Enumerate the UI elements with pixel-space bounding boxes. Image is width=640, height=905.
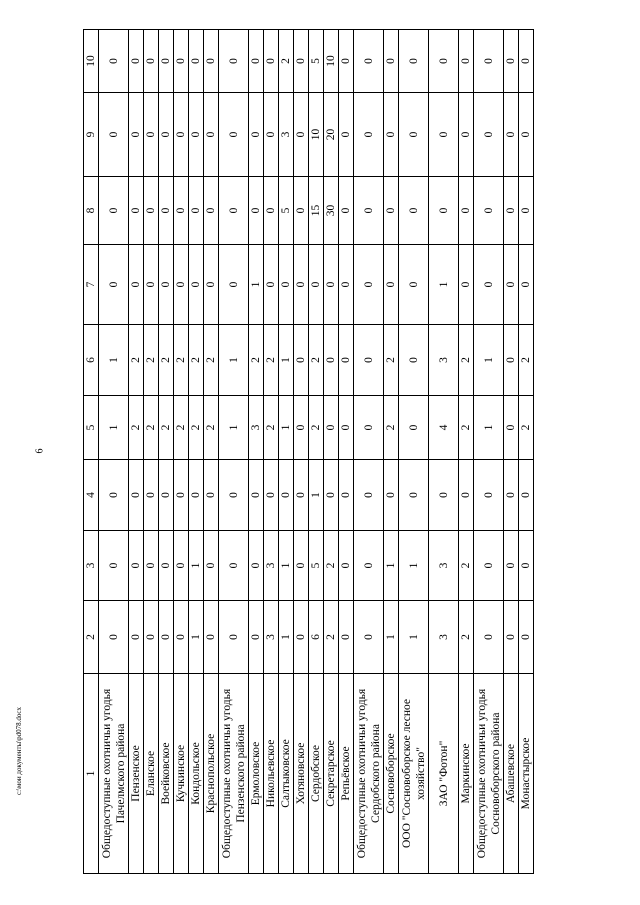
value-cell: 10 [324,30,339,93]
value-cell: 0 [249,531,264,601]
row-name-cell: Салтыковское [279,674,294,874]
value-cell: 0 [294,601,309,674]
value-cell: 0 [294,325,309,396]
value-cell: 2 [264,325,279,396]
value-cell: 1 [219,396,249,460]
value-cell: 2 [324,601,339,674]
value-cell: 0 [129,245,144,325]
value-cell: 0 [324,245,339,325]
value-cell: 30 [324,177,339,245]
column-header: 6 [84,325,99,396]
value-cell: 2 [129,325,144,396]
value-cell: 0 [294,460,309,531]
table-body [84,30,534,874]
table-row [324,30,339,874]
value-cell: 0 [144,177,159,245]
value-cell: 0 [399,245,429,325]
value-cell: 0 [264,245,279,325]
value-cell: 0 [159,601,174,674]
value-cell: 0 [384,177,399,245]
value-cell: 0 [264,30,279,93]
value-cell: 4 [429,396,459,460]
value-cell: 0 [204,93,219,177]
column-header: 10 [84,30,99,93]
value-cell: 2 [279,30,294,93]
value-cell: 0 [159,177,174,245]
value-cell: 0 [474,460,504,531]
value-cell: 2 [144,325,159,396]
value-cell: 0 [294,396,309,460]
value-cell: 0 [129,177,144,245]
row-name-cell: Краснопольское [204,674,219,874]
value-cell: 2 [459,325,474,396]
table-row [219,30,249,874]
value-cell: 5 [309,30,324,93]
value-cell: 0 [219,177,249,245]
row-name-cell: Ермоловское [249,674,264,874]
column-header: 5 [84,396,99,460]
value-cell: 2 [129,396,144,460]
table-row [129,30,144,874]
value-cell: 0 [159,531,174,601]
table-row [339,30,354,874]
value-cell: 0 [309,245,324,325]
row-name-cell: Абашевское [504,674,519,874]
row-name-cell: Кондольское [189,674,204,874]
value-cell: 1 [279,325,294,396]
column-header: 1 [84,674,99,874]
value-cell: 0 [339,30,354,93]
value-cell: 0 [519,30,534,93]
value-cell: 0 [459,245,474,325]
value-cell: 0 [459,460,474,531]
value-cell: 1 [99,396,129,460]
value-cell: 0 [294,30,309,93]
value-cell: 0 [204,245,219,325]
row-name-cell: Общедоступные охотничьи угодья Сердобского района [354,674,384,874]
value-cell: 0 [264,93,279,177]
value-cell: 0 [354,396,384,460]
value-cell: 1 [189,601,204,674]
value-cell: 0 [384,30,399,93]
table-row [504,30,519,874]
value-cell: 0 [219,93,249,177]
value-cell: 0 [99,531,129,601]
value-cell: 0 [189,460,204,531]
value-cell: 0 [204,460,219,531]
value-cell: 0 [219,30,249,93]
value-cell: 1 [219,325,249,396]
value-cell: 3 [429,531,459,601]
value-cell: 0 [504,531,519,601]
value-cell: 2 [144,396,159,460]
value-cell: 0 [294,245,309,325]
value-cell: 3 [249,396,264,460]
table-row [459,30,474,874]
value-cell: 0 [159,245,174,325]
value-cell: 2 [159,396,174,460]
value-cell: 1 [99,325,129,396]
value-cell: 2 [519,396,534,460]
value-cell: 1 [309,460,324,531]
value-cell: 0 [519,245,534,325]
value-cell: 0 [339,601,354,674]
value-cell: 0 [294,93,309,177]
value-cell: 0 [159,30,174,93]
value-cell: 0 [174,177,189,245]
hunting-grounds-table-container [83,30,613,874]
table-row [174,30,189,874]
value-cell: 0 [504,177,519,245]
value-cell: 0 [294,531,309,601]
value-cell: 0 [324,325,339,396]
row-name-cell: Секретарское [324,674,339,874]
value-cell: 0 [399,93,429,177]
value-cell: 0 [459,93,474,177]
value-cell: 0 [219,245,249,325]
value-cell: 0 [354,93,384,177]
value-cell: 0 [99,245,129,325]
value-cell: 0 [339,245,354,325]
value-cell: 0 [249,30,264,93]
value-cell: 0 [249,177,264,245]
value-cell: 0 [399,460,429,531]
row-name-cell: Воейковское [159,674,174,874]
table-row [354,30,384,874]
value-cell: 0 [144,531,159,601]
value-cell: 2 [459,531,474,601]
value-cell: 0 [129,531,144,601]
table-row [264,30,279,874]
value-cell: 0 [459,177,474,245]
value-cell: 0 [519,601,534,674]
value-cell: 0 [459,30,474,93]
value-cell: 1 [249,245,264,325]
value-cell: 2 [384,325,399,396]
value-cell: 5 [279,177,294,245]
table-row [399,30,429,874]
value-cell: 0 [99,30,129,93]
table-row [144,30,159,874]
value-cell: 0 [144,93,159,177]
value-cell: 0 [354,460,384,531]
value-cell: 0 [144,30,159,93]
value-cell: 1 [474,325,504,396]
value-cell: 0 [339,325,354,396]
table-row [474,30,504,874]
value-cell: 20 [324,93,339,177]
value-cell: 0 [519,460,534,531]
value-cell: 0 [504,325,519,396]
value-cell: 2 [309,396,324,460]
value-cell: 0 [339,531,354,601]
value-cell: 0 [279,245,294,325]
value-cell: 0 [279,460,294,531]
row-name-cell: Хотяновское [294,674,309,874]
value-cell: 0 [504,245,519,325]
value-cell: 0 [249,93,264,177]
table-row [429,30,459,874]
value-cell: 0 [204,30,219,93]
value-cell: 0 [219,531,249,601]
value-cell: 1 [384,601,399,674]
value-cell: 2 [204,325,219,396]
value-cell: 0 [504,396,519,460]
row-name-cell: Никольевское [264,674,279,874]
table-row [204,30,219,874]
value-cell: 2 [519,325,534,396]
table-row [99,30,129,874]
value-cell: 2 [174,396,189,460]
page-number: 6 [34,448,46,454]
value-cell: 0 [519,177,534,245]
value-cell: 1 [279,531,294,601]
value-cell: 2 [264,396,279,460]
column-header: 3 [84,531,99,601]
value-cell: 0 [264,177,279,245]
row-name-cell: Общедоступные охотничьи угодья Пачелмского района [99,674,129,874]
value-cell: 5 [309,531,324,601]
value-cell: 0 [429,177,459,245]
table-row [294,30,309,874]
table-row [519,30,534,874]
value-cell: 0 [174,531,189,601]
value-cell: 2 [204,396,219,460]
value-cell: 0 [294,177,309,245]
value-cell: 0 [204,531,219,601]
row-name-cell: Сердобское [309,674,324,874]
value-cell: 0 [339,460,354,531]
column-header: 8 [84,177,99,245]
value-cell: 3 [264,601,279,674]
value-cell: 0 [204,601,219,674]
value-cell: 0 [204,177,219,245]
value-cell: 0 [324,460,339,531]
value-cell: 0 [354,30,384,93]
value-cell: 0 [399,325,429,396]
row-name-cell: Общедоступные охотничьи угодья Пензенского района [219,674,249,874]
value-cell: 0 [339,93,354,177]
value-cell: 0 [99,177,129,245]
row-name-cell: ЗАО "Фотон" [429,674,459,874]
value-cell: 0 [129,93,144,177]
value-cell: 0 [339,396,354,460]
row-name-cell: ООО "Сосновоборское лесное хозяйство" [399,674,429,874]
value-cell: 2 [384,396,399,460]
value-cell: 2 [459,396,474,460]
value-cell: 1 [429,245,459,325]
value-cell: 0 [219,460,249,531]
value-cell: 0 [504,601,519,674]
value-cell: 0 [189,30,204,93]
row-name-cell: Общедоступные охотничьи угодья Сосновоборского района [474,674,504,874]
value-cell: 3 [279,93,294,177]
value-cell: 0 [264,460,279,531]
table-row [189,30,204,874]
row-name-cell: Маркинское [459,674,474,874]
hunting-grounds-table [83,29,534,874]
value-cell: 0 [354,531,384,601]
value-cell: 0 [99,601,129,674]
row-name-cell: Пензенское [129,674,144,874]
value-cell: 0 [384,93,399,177]
value-cell: 0 [474,93,504,177]
value-cell: 0 [474,30,504,93]
column-header: 2 [84,601,99,674]
row-name-cell: Сосновоборское [384,674,399,874]
value-cell: 2 [309,325,324,396]
value-cell: 1 [279,601,294,674]
value-cell: 0 [159,460,174,531]
value-cell: 0 [519,93,534,177]
header-row [84,30,99,874]
value-cell: 1 [399,601,429,674]
value-cell: 0 [174,245,189,325]
rotated-table-frame [83,30,613,874]
value-cell: 0 [249,601,264,674]
value-cell: 3 [429,601,459,674]
value-cell: 0 [159,93,174,177]
row-name-cell: Монастырское [519,674,534,874]
value-cell: 0 [189,245,204,325]
value-cell: 0 [474,177,504,245]
value-cell: 0 [384,245,399,325]
value-cell: 0 [504,93,519,177]
value-cell: 0 [219,601,249,674]
value-cell: 6 [309,601,324,674]
value-cell: 0 [144,245,159,325]
footer-file-path: c:\мои документы\pd078.docx [15,706,23,796]
table-row [384,30,399,874]
value-cell: 0 [354,177,384,245]
value-cell: 0 [474,601,504,674]
value-cell: 0 [474,245,504,325]
value-cell: 0 [129,30,144,93]
value-cell: 0 [399,177,429,245]
value-cell: 0 [384,460,399,531]
value-cell: 0 [429,93,459,177]
value-cell: 0 [129,460,144,531]
value-cell: 0 [474,531,504,601]
value-cell: 0 [189,177,204,245]
value-cell: 1 [279,396,294,460]
column-header: 7 [84,245,99,325]
value-cell: 0 [99,460,129,531]
value-cell: 2 [324,531,339,601]
table-row [159,30,174,874]
row-name-cell: Репьёвское [339,674,354,874]
table-row [279,30,294,874]
value-cell: 0 [504,30,519,93]
value-cell: 0 [174,460,189,531]
value-cell: 0 [429,460,459,531]
value-cell: 1 [399,531,429,601]
column-header: 9 [84,93,99,177]
value-cell: 0 [129,601,144,674]
value-cell: 2 [249,325,264,396]
value-cell: 0 [174,601,189,674]
value-cell: 2 [189,325,204,396]
value-cell: 0 [519,531,534,601]
value-cell: 1 [384,531,399,601]
row-name-cell: Кучкинское [174,674,189,874]
value-cell: 0 [174,93,189,177]
value-cell: 15 [309,177,324,245]
row-name-cell: Еланское [144,674,159,874]
value-cell: 0 [174,30,189,93]
value-cell: 0 [399,396,429,460]
value-cell: 0 [354,601,384,674]
value-cell: 1 [474,396,504,460]
value-cell: 2 [174,325,189,396]
value-cell: 10 [309,93,324,177]
value-cell: 0 [189,93,204,177]
table-row [309,30,324,874]
value-cell: 0 [144,460,159,531]
table-row [249,30,264,874]
value-cell: 0 [399,30,429,93]
value-cell: 0 [144,601,159,674]
value-cell: 2 [189,396,204,460]
value-cell: 0 [99,93,129,177]
value-cell: 0 [339,177,354,245]
value-cell: 2 [159,325,174,396]
value-cell: 0 [504,460,519,531]
column-header: 4 [84,460,99,531]
value-cell: 3 [264,531,279,601]
value-cell: 0 [354,325,384,396]
value-cell: 1 [189,531,204,601]
value-cell: 0 [354,245,384,325]
value-cell: 0 [249,460,264,531]
value-cell: 0 [324,396,339,460]
value-cell: 3 [429,325,459,396]
value-cell: 2 [459,601,474,674]
value-cell: 0 [429,30,459,93]
